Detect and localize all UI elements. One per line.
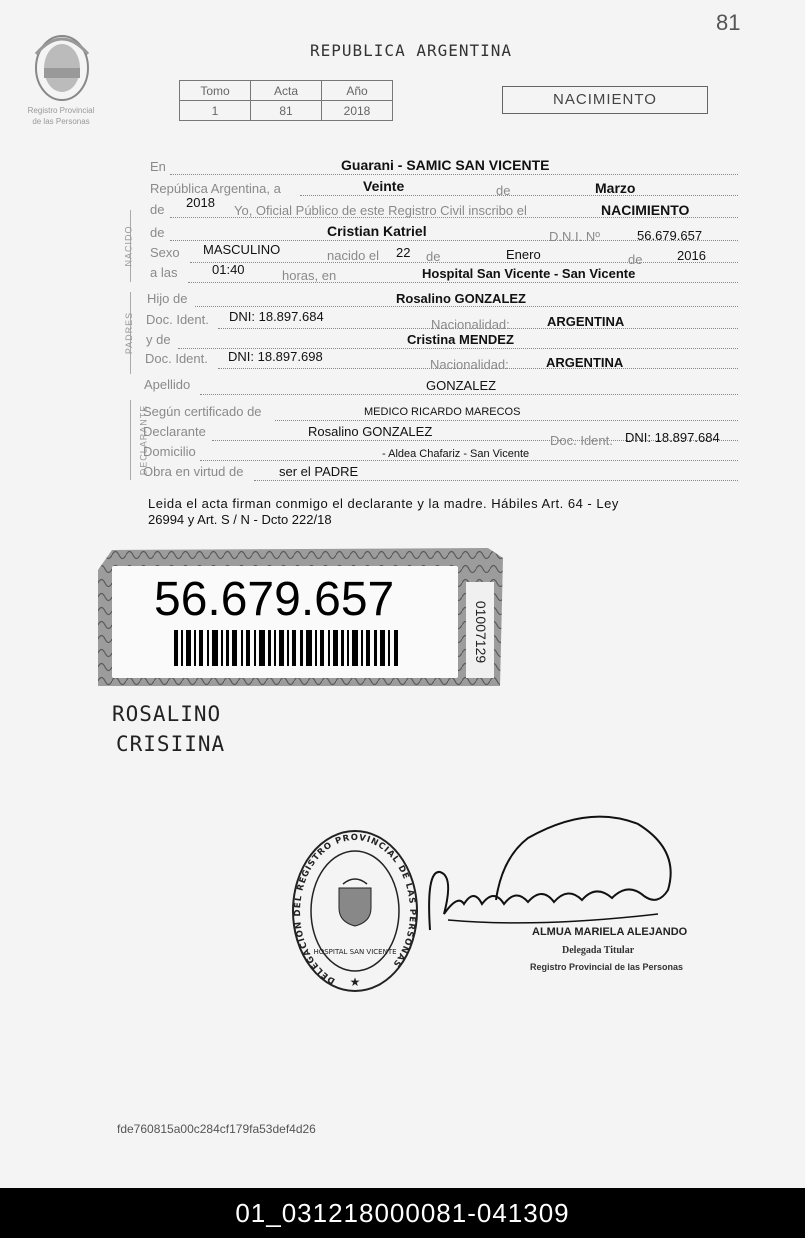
official-office: Registro Provincial de las Personas (530, 962, 684, 972)
field-birth-day: 22 (396, 245, 411, 260)
label-nac-mother: Nacionalidad: (430, 357, 509, 372)
field-address: - Aldea Chafariz - San Vicente (382, 448, 530, 460)
official-title: Delegada Titular (562, 945, 635, 956)
field-place: Guarani - SAMIC SAN VICENTE (341, 157, 550, 173)
label-doc-father: Doc. Ident. (146, 312, 209, 327)
sticker-serial-text: 01007129 (473, 600, 489, 664)
label-yde: y de (146, 332, 171, 347)
registry-col-acta: Acta (251, 81, 322, 101)
registry-col-anio: Año (322, 81, 393, 101)
label-doc-declarant: Doc. Ident. (550, 433, 613, 448)
label-cert: Según certificado de (143, 404, 262, 419)
label-dni: D.N.I. Nº (549, 229, 600, 244)
field-child-name: Cristian Katriel (327, 223, 427, 239)
field-birth-year: 2016 (677, 248, 706, 263)
field-mother-name: Cristina MENDEZ (407, 332, 514, 347)
label-declarante: Declarante (143, 424, 206, 439)
sticker-number: 56.679.657 (154, 573, 395, 626)
label-de-child: de (150, 225, 165, 240)
label-nacido: nacido el (327, 248, 380, 263)
field-declarant-doc: DNI: 18.897.684 (625, 430, 720, 445)
label-domicilio: Domicilio (143, 444, 196, 459)
field-surname: GONZALEZ (426, 378, 497, 393)
label-en: En (150, 159, 166, 174)
official-seal (290, 826, 420, 996)
coat-of-arms-emblem (22, 24, 102, 134)
section-label-declarant: DECLARANTE (118, 400, 131, 480)
label-doc-mother: Doc. Ident. (145, 351, 208, 366)
closing-text-line-1: Leida el acta firman conmigo el declarante y la madre. Hábiles Art. 64 - Ley (148, 496, 619, 511)
field-father-name: Rosalino GONZALEZ (396, 291, 526, 306)
page-number: 81 (716, 10, 741, 35)
label-alas: a las (150, 265, 178, 280)
field-birth-month: Enero (506, 247, 541, 262)
field-father-nationality: ARGENTINA (547, 314, 625, 329)
registry-acta-value: 81 (251, 101, 322, 121)
registry-tomo-value: 1 (180, 101, 251, 121)
label-hijo: Hijo de (147, 291, 188, 306)
sticker-barcode (174, 630, 404, 666)
label-republica: República Argentina, a (150, 181, 281, 196)
field-birth-place: Hospital San Vicente - San Vicente (422, 266, 636, 281)
dni-sticker (98, 548, 503, 688)
label-nac-father: Nacionalidad: (431, 317, 510, 332)
record-type-box: NACIMIENTO (502, 86, 708, 114)
official-name: ALMUA MARIELA ALEJANDO (532, 926, 688, 938)
label-horas: horas, en (282, 268, 337, 283)
field-child-dni: 56.679.657 (637, 228, 703, 243)
field-acting-as: ser el PADRE (279, 464, 359, 479)
emblem-caption-2: de las Personas (32, 117, 90, 126)
registry-anio-value: 2018 (322, 101, 393, 121)
label-officer: Yo, Oficial Público de este Registro Civil inscribo el (234, 203, 527, 218)
handwritten-name-2: CRISIINA (116, 732, 226, 756)
sticker-serial (470, 588, 492, 676)
field-birth-time: 01:40 (212, 262, 245, 277)
closing-text-line-2: 26994 y Art. S / N - Dcto 222/18 (148, 512, 332, 527)
document-hash: fde760815a00c284cf179fa53def4d26 (117, 1122, 316, 1136)
field-mother-nationality: ARGENTINA (546, 355, 624, 370)
field-month-text: Marzo (595, 180, 636, 196)
svg-text:★: ★ (349, 975, 361, 989)
section-label-parents: PADRES (118, 292, 131, 374)
field-sex: MASCULINO (203, 242, 281, 257)
label-de-year: de (150, 202, 165, 217)
field-father-doc: DNI: 18.897.684 (229, 309, 324, 324)
field-day-text: Veinte (363, 178, 405, 194)
svg-text:HOSPITAL SAN VICENTE: HOSPITAL SAN VICENTE (313, 948, 397, 956)
field-year: 2018 (186, 195, 215, 210)
section-label-birth: NACIDO (118, 210, 131, 282)
handwritten-name-1: ROSALINO (112, 702, 222, 726)
field-event: NACIMIENTO (601, 202, 690, 218)
label-de-byear: de (628, 252, 643, 267)
field-mother-doc: DNI: 18.897.698 (228, 349, 323, 364)
footer-id: 01_031218000081-041309 (235, 1197, 570, 1228)
registry-col-tomo: Tomo (180, 81, 251, 101)
label-de-month: de (426, 249, 441, 264)
field-declarant: Rosalino GONZALEZ (308, 424, 433, 439)
signature (418, 810, 688, 940)
svg-text:DELEGACION DEL REGISTRO PROVIN: DELEGACION DEL REGISTRO PROVINCIAL DE LAS PERSONAS (293, 832, 418, 986)
field-certificate: MEDICO RICARDO MARECOS (364, 406, 521, 418)
registry-table (179, 80, 393, 121)
footer-id-bar (0, 1188, 805, 1238)
label-sexo: Sexo (150, 245, 180, 260)
label-obra: Obra en virtud de (143, 464, 244, 479)
label-de: de (496, 183, 511, 198)
document-heading: REPUBLICA ARGENTINA (310, 41, 513, 60)
label-apellido: Apellido (144, 377, 191, 392)
emblem-caption-1: Registro Provincial (27, 106, 95, 115)
